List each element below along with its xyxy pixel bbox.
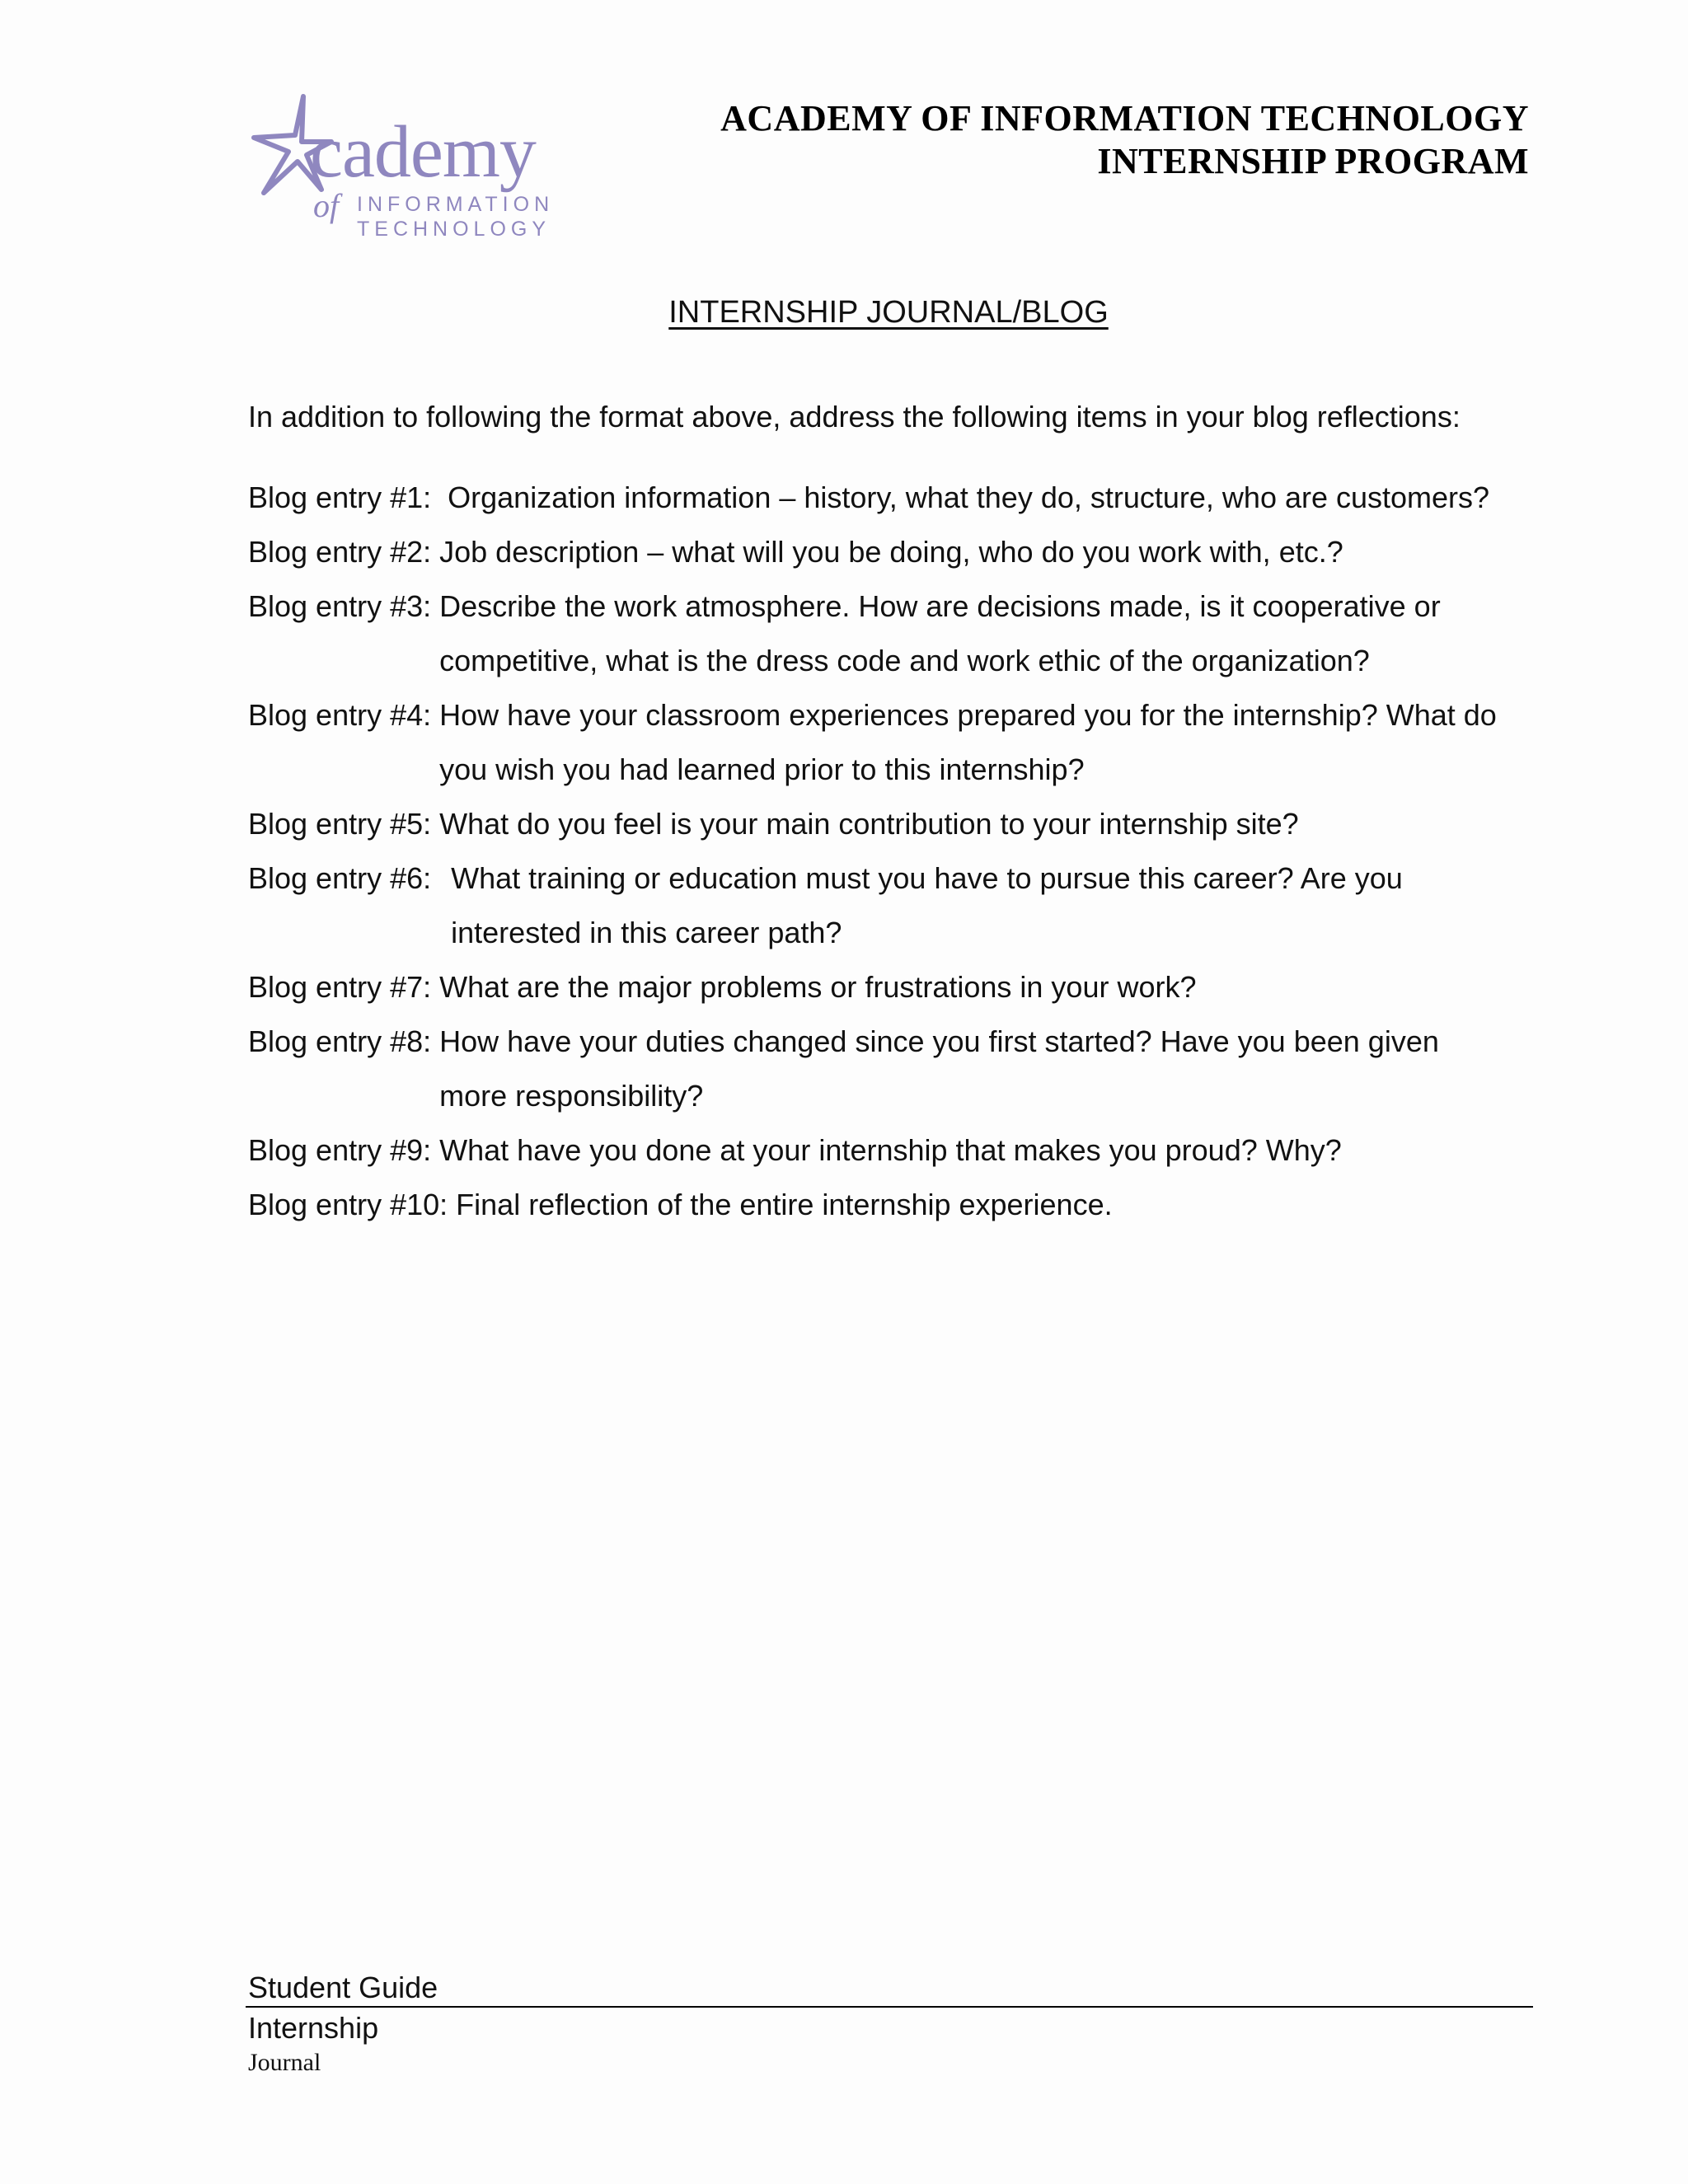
entry-label: Blog entry #5: (248, 807, 432, 841)
list-item (248, 851, 1534, 960)
logo-wordmark: cademy (310, 111, 536, 193)
intro-text: In addition to following the format above, address the following items in your blog reflections: (248, 400, 1461, 434)
logo-technology-text: TECHNOLOGY (357, 218, 551, 241)
entry-text: What have you done at your internship that makes you proud? Why? (439, 1133, 1342, 1167)
list-item (248, 525, 1534, 579)
entry-label: Blog entry #9: (248, 1133, 432, 1167)
list-item (248, 471, 1534, 525)
academy-logo (246, 92, 559, 249)
entry-text: Job description – what will you be doing, who do you work with, etc.? (439, 535, 1343, 569)
entry-text: How have your classroom experiences prepared you for the internship? What do you wish you had learned prior to this internship? (439, 698, 1497, 786)
page-footer (246, 1970, 1533, 2077)
list-item (248, 1123, 1534, 1178)
entry-label: Blog entry #8: (248, 1024, 432, 1058)
entry-label: Blog entry #2: (248, 535, 432, 569)
entry-text: How have your duties changed since you first started? Have you been given more responsibility? (439, 1024, 1439, 1113)
entry-label: Blog entry #4: (248, 698, 432, 732)
entry-text: What training or education must you have to pursue this career? Are you interested in this career path? (451, 861, 1403, 949)
entry-text: Organization information – history, what they do, structure, who are customers? (439, 480, 1490, 514)
list-item (248, 688, 1534, 797)
list-item (248, 1015, 1534, 1123)
entry-text: Final reflection of the entire internship experience. (456, 1188, 1113, 1221)
list-item (248, 797, 1534, 851)
entry-text: What do you feel is your main contribution to your internship site? (439, 807, 1299, 841)
page-title: INTERNSHIP JOURNAL/BLOG (668, 295, 1109, 330)
logo-information-text: INFORMATION (357, 193, 555, 216)
list-item (248, 579, 1534, 688)
entry-label: Blog entry #10: (248, 1188, 448, 1221)
entry-label: Blog entry #1: (248, 480, 432, 514)
program-title-line2: INTERNSHIP PROGRAM (1097, 141, 1529, 181)
logo-of-text: of (313, 187, 340, 224)
blog-entry-list (248, 471, 1534, 1232)
program-title-line1: ACADEMY OF INFORMATION TECHNOLOGY (720, 98, 1529, 138)
footer-section-title: Internship (248, 2011, 379, 2045)
entry-label: Blog entry #7: (248, 970, 432, 1004)
list-item (248, 1178, 1534, 1232)
entry-text: What are the major problems or frustrations in your work? (439, 970, 1197, 1004)
entry-label: Blog entry #6: (248, 861, 432, 895)
footer-subsection-title: Journal (248, 2049, 321, 2076)
entry-text: Describe the work atmosphere. How are decisions made, is it cooperative or competitive, what is the dress code and work ethic of the organization? (439, 589, 1441, 677)
footer-guide-title: Student Guide (248, 1971, 438, 2004)
program-title (720, 97, 1529, 183)
entry-label: Blog entry #3: (248, 589, 432, 623)
list-item (248, 960, 1534, 1015)
